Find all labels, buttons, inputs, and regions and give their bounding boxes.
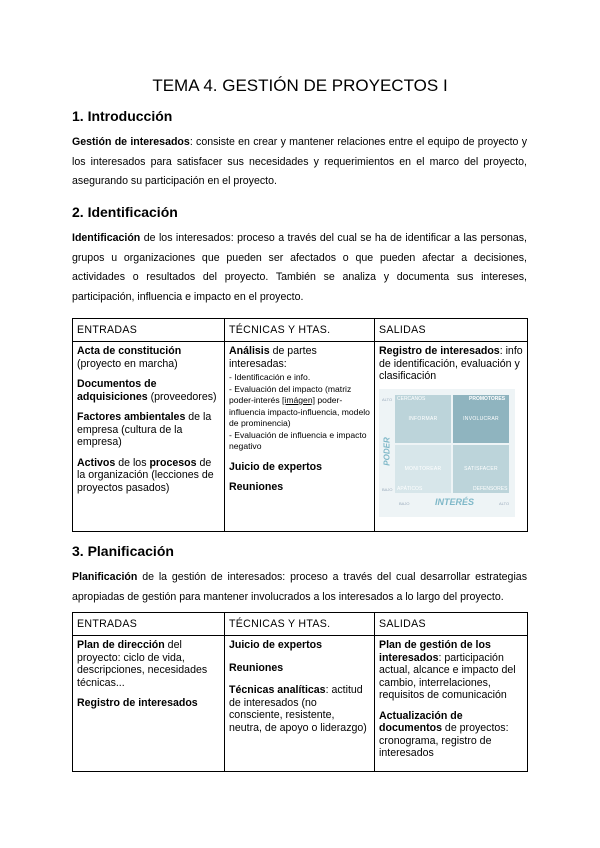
item-bold: Juicio de expertos <box>229 460 323 473</box>
matrix-cell: MONITOREAR <box>395 445 451 493</box>
juicio-expertos <box>229 639 370 652</box>
cell-salidas <box>375 342 528 532</box>
item-bold: Activos <box>77 456 116 469</box>
table-identificacion <box>72 318 528 532</box>
cell-entradas <box>73 342 225 532</box>
table-planificacion <box>72 612 528 772</box>
paragraph-planificacion <box>72 568 527 607</box>
section-heading-identificacion: 2. Identificación <box>72 204 178 220</box>
list-item <box>379 345 523 383</box>
item-text: de proyectos: cronograma, registro de interesados <box>379 722 509 759</box>
sub-item: - Evaluación de influencia e impacto negativo <box>229 429 367 451</box>
item-text: (proyecto en marcha) <box>77 357 178 370</box>
cell-salidas <box>375 636 528 772</box>
header-tecnicas: TÉCNICAS Y HTAS. <box>225 613 375 636</box>
list-item <box>229 345 370 370</box>
header-tecnicas: TÉCNICAS Y HTAS. <box>225 319 375 342</box>
juicio-expertos <box>229 461 370 474</box>
matrix-cell: SATISFACER <box>453 445 509 493</box>
list-item <box>77 411 220 449</box>
image-link[interactable]: [imágen] <box>282 395 315 405</box>
sub-text: poder-influencia impacto-influencia, modelo de prominencia) <box>229 395 370 428</box>
item-bold: Factores ambientales <box>77 411 186 423</box>
section-heading-introduccion: 1. Introducción <box>72 108 173 124</box>
item-bold: Plan de dirección <box>77 639 165 651</box>
paragraph-introduccion <box>72 133 527 192</box>
item-bold: Actualización de documentos <box>379 709 463 734</box>
paragraph-text: de los interesados: proceso a través del cual se ha de identificar a las personas, grupos u organizaciones que pueden ser afectados o que pueden afectar a decisiones, actividades o resultados del proyecto. También se analiza y documenta sus intereses, participación, influencia e impacto en el proyecto. <box>72 232 527 303</box>
matrix-cell: INFORMAR <box>395 395 451 443</box>
item-text: : info de identificación, evaluación y clasificación <box>379 345 523 382</box>
term-identificacion: Identificación <box>72 232 141 244</box>
corner-label: APÁTICOS <box>397 485 423 492</box>
item-bold: Registro de interesados <box>379 345 500 357</box>
list-item <box>379 710 523 760</box>
item-text: (proveedores) <box>147 390 217 403</box>
paragraph-text: de la gestión de interesados: proceso a través del cual desarrollar estrategias apropiadas de gestión para mantener involucrados a los interesados a lo largo del proyecto. <box>72 571 527 603</box>
item-bold: Juicio de expertos <box>229 639 323 651</box>
item-bold: Plan de gestión de los interesados <box>379 639 491 664</box>
tick-low: BAJO <box>399 500 410 506</box>
power-interest-matrix <box>379 389 515 517</box>
item-bold: Registro de interesados <box>77 697 198 709</box>
list-item <box>77 378 220 403</box>
item-text: de la empresa (cultura de la empresa) <box>77 411 212 448</box>
list-item <box>229 684 370 734</box>
tick-high: ALTO <box>499 500 510 506</box>
page-title: TEMA 4. GESTIÓN DE PROYECTOS I <box>152 76 448 95</box>
item-bold: procesos <box>149 456 197 469</box>
paragraph-identificacion <box>72 229 527 307</box>
paragraph-text: : consiste en crear y mantener relaciones entre el equipo de proyecto y los interesados para satisfacer sus necesidades y requerimientos en el marco del proyecto, asegurando su participación en el proyecto. <box>72 136 527 187</box>
item-text: de partes interesadas: <box>229 345 317 370</box>
cell-tecnicas <box>225 636 375 772</box>
item-text: : participación actual, alcance e impacto del cambio, interrelaciones, requisitos de comunicación <box>379 651 516 701</box>
cell-tecnicas <box>225 342 375 532</box>
table-row <box>73 636 528 772</box>
item-bold: Análisis <box>229 345 270 357</box>
list-item <box>77 697 220 710</box>
cell-entradas <box>73 636 225 772</box>
section-heading-planificacion: 3. Planificación <box>72 543 174 559</box>
corner-label: CERCANOS <box>397 395 426 402</box>
tick-low: BAJO <box>382 486 393 492</box>
sub-text: - Evaluación del impacto (matriz poder-interés <box>229 383 352 405</box>
item-bold: Acta de constitución <box>77 345 182 357</box>
list-item <box>77 345 220 370</box>
item-text: de la organización (lecciones de proyectos pasados) <box>77 456 214 494</box>
term-planificacion: Planificación <box>72 571 138 583</box>
item-bold: Documentos de adquisiciones <box>77 378 157 403</box>
item-bold: Reuniones <box>229 481 284 493</box>
header-salidas: SALIDAS <box>375 613 528 636</box>
list-item <box>379 639 523 702</box>
header-entradas: ENTRADAS <box>73 319 225 342</box>
item-text: : actitud de interesados (no consciente, resistente, neutra, de apoyo o liderazgo) <box>229 684 367 734</box>
list-item <box>77 457 220 495</box>
list-item <box>77 639 220 689</box>
header-salidas: SALIDAS <box>375 319 528 342</box>
item-bold: Reuniones <box>229 661 284 674</box>
item-bold: Técnicas analíticas <box>229 684 326 696</box>
corner-label: DEFENSORES <box>473 485 508 492</box>
table-row <box>73 342 528 532</box>
item-text: de los <box>115 456 150 469</box>
table-header-row <box>73 319 528 342</box>
sub-item <box>229 384 370 430</box>
reuniones <box>229 662 370 675</box>
item-text: del proyecto: ciclo de vida, descripciones, necesidades técnicas... <box>77 639 208 689</box>
term-gestion-interesados: Gestión de interesados <box>72 136 190 148</box>
x-axis-label: INTERÉS <box>435 496 475 507</box>
reuniones <box>229 481 370 494</box>
corner-label: PROMOTORES <box>469 395 506 402</box>
header-entradas: ENTRADAS <box>73 613 225 636</box>
table-header-row <box>73 613 528 636</box>
sub-item: - Identificación e info. <box>229 372 311 382</box>
tick-high: ALTO <box>382 396 393 402</box>
y-axis-label: PODER <box>382 436 392 466</box>
matrix-cell: INVOLUCRAR <box>453 395 509 443</box>
